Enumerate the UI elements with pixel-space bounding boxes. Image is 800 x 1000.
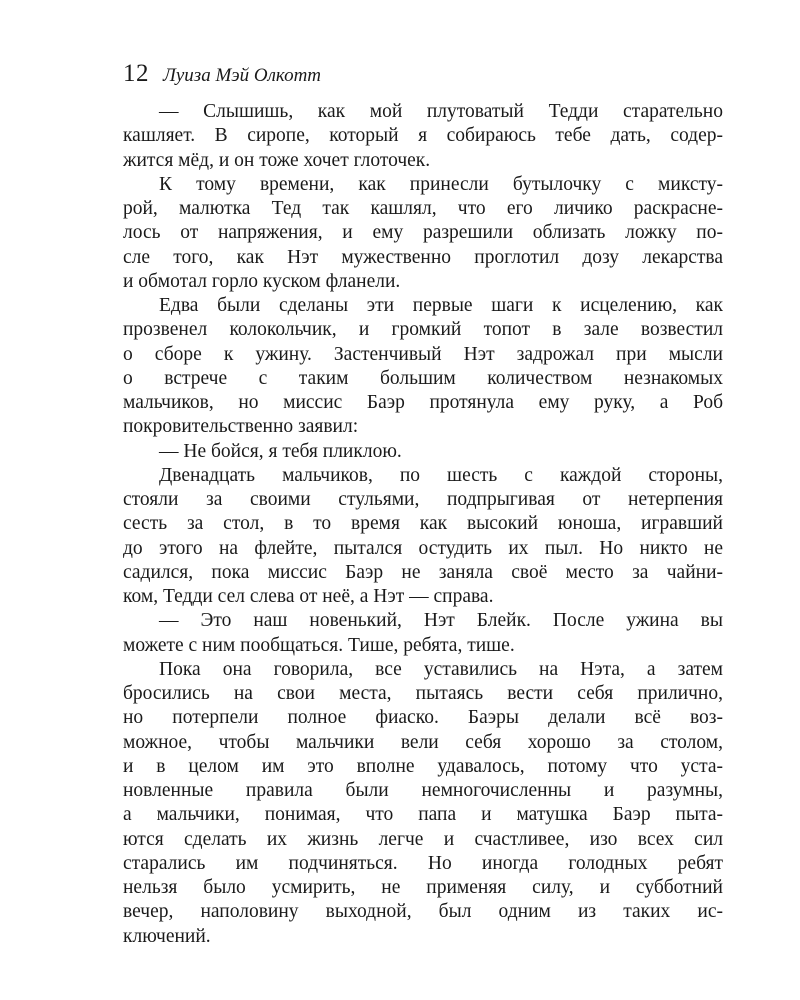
text-line: можете с ним пообщаться. Тише, ребята, тише. — [123, 634, 515, 656]
text-line: мальчиков, но миссис Баэр протянула ему руку, а Роб — [123, 392, 723, 413]
text-line: садился, пока миссис Баэр не заняла своё место за чайни- — [123, 561, 723, 583]
paragraph — [123, 173, 723, 294]
text-line: и в целом им это вполне удавалось, потому что уста- — [123, 755, 723, 777]
paragraph — [123, 464, 723, 610]
text-line: о встрече с таким большим количеством незнакомых — [123, 367, 723, 389]
text-line: покровительственно заявил: — [123, 416, 359, 438]
text-line: можное, чтобы мальчики вели себя хорошо за столом, — [123, 731, 723, 753]
running-head — [123, 60, 321, 90]
text-line: — Слышишь, как мой плутоватый Тедди старательно — [159, 101, 723, 122]
text-line: — Не бойся, я тебя пликлою. — [159, 440, 402, 462]
text-line: сесть за стол, в то время как высокий юноша, игравший — [123, 513, 723, 535]
paragraph — [123, 294, 723, 440]
text-line: старались им подчиняться. Но иногда голодных ребят — [123, 852, 723, 874]
text-line: а мальчики, понимая, что папа и матушка Баэр пыта- — [123, 804, 723, 826]
text-line: лось от напряжения, и ему разрешили облизать ложку по- — [123, 222, 723, 244]
text-line: — Это наш новенький, Нэт Блейк. После ужина вы — [159, 610, 723, 632]
text-line: рой, малютка Тед так кашлял, что его личико раскрасне- — [123, 198, 723, 219]
text-line: стояли за своими стульями, подпрыгивая от нетерпения — [123, 489, 723, 510]
page-number: 12 — [123, 60, 149, 87]
text-line: кашляет. В сиропе, который я собираюсь тебе дать, содер- — [123, 125, 723, 147]
text-line: сле того, как Нэт мужественно проглотил дозу лекарства — [123, 246, 723, 268]
text-line: Пока она говорила, все уставились на Нэта, а затем — [159, 658, 723, 680]
text-line: К тому времени, как принесли бутылочку с миксту- — [159, 173, 723, 195]
text-line: жится мёд, и он тоже хочет глоточек. — [123, 149, 431, 171]
paragraph — [123, 658, 723, 949]
body-text — [123, 100, 723, 949]
text-line: бросились на свои места, пытаясь вести себя прилично, — [123, 683, 723, 704]
text-line: ключений. — [123, 925, 211, 947]
text-line: до этого на флейте, пытался остудить их пыл. Но никто не — [123, 537, 723, 559]
paragraph — [123, 100, 723, 173]
text-line: новленные правила были немногочисленны и разумны, — [123, 780, 723, 801]
text-line: вечер, наполовину выходной, был одним из таких ис- — [123, 901, 723, 923]
text-line: Едва были сделаны эти первые шаги к исцелению, как — [159, 295, 723, 316]
text-line: Двенадцать мальчиков, по шесть с каждой стороны, — [159, 464, 723, 486]
text-line: о сборе к ужину. Застенчивый Нэт задрожал при мысли — [123, 343, 723, 365]
text-line: ются сделать их жизнь легче и счастливее, изо всех сил — [123, 828, 723, 850]
paragraph — [123, 440, 723, 464]
text-line: но потерпели полное фиаско. Баэры делали всё воз- — [123, 707, 723, 729]
text-line: нельзя было усмирить, не применяя силу, и субботний — [123, 877, 723, 898]
paragraph — [123, 609, 723, 658]
text-line: ком, Тедди сел слева от неё, а Нэт — справа. — [123, 586, 494, 607]
text-line: и обмотал горло куском фланели. — [123, 270, 401, 292]
book-author: Луиза Мэй Олкотт — [163, 65, 322, 86]
text-line: прозвенел колокольчик, и громкий топот в зале возвестил — [123, 319, 723, 341]
